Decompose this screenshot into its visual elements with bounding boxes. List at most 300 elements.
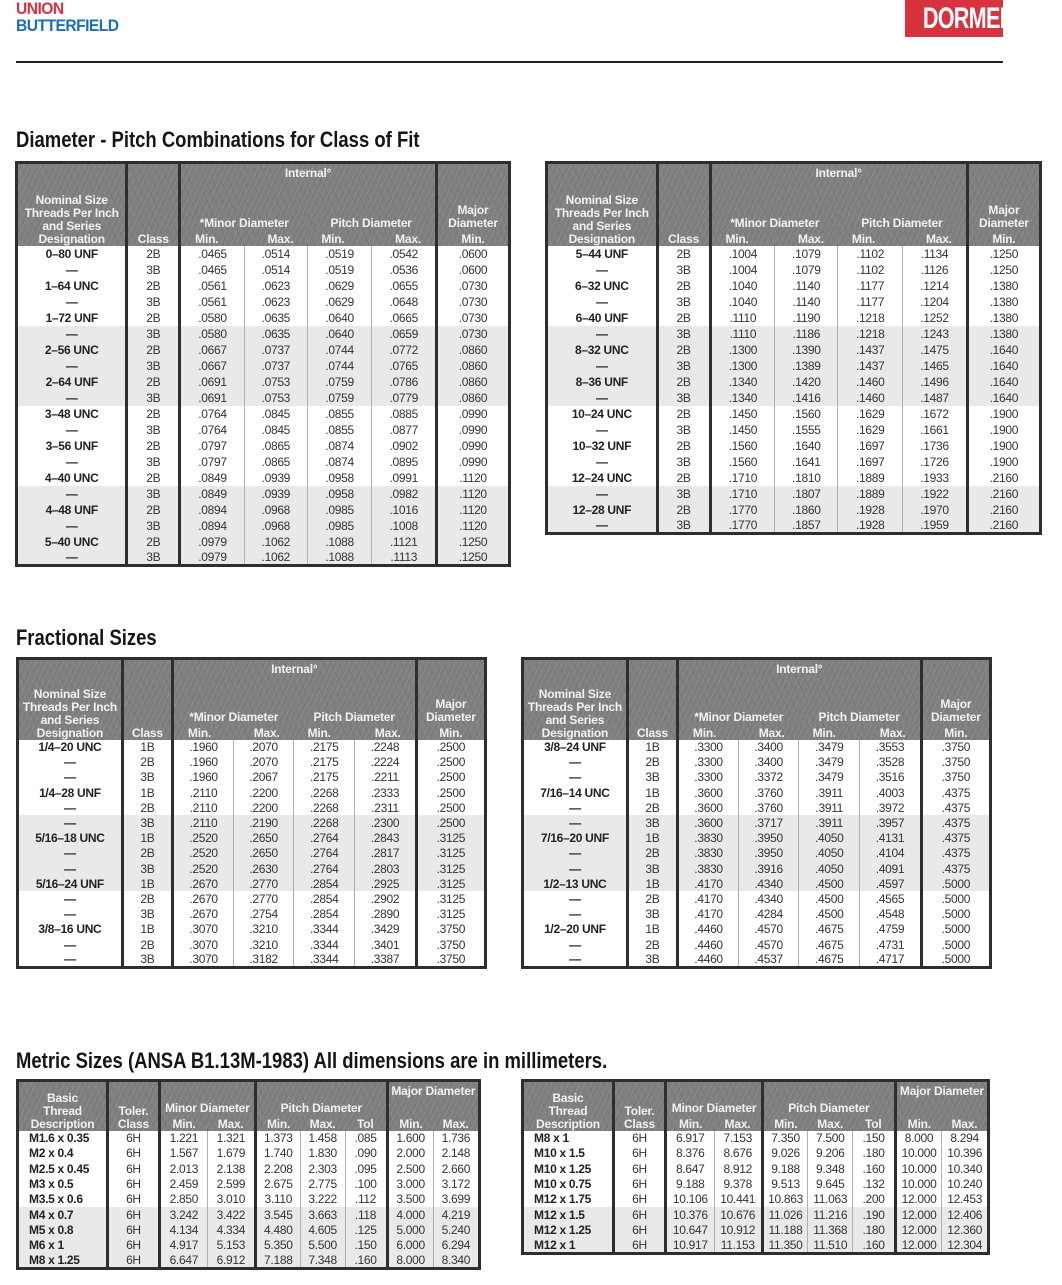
major-diameter-header: Major Diameter <box>437 163 510 230</box>
table-row <box>17 358 510 374</box>
minor-min-cell: 3.242 <box>159 1207 207 1222</box>
table-row <box>523 907 991 922</box>
minor-max-cell: .1062 <box>244 534 307 550</box>
thread-description-cell: M2.5 x 0.45 <box>29 1161 90 1176</box>
thread-description-cell: M3 x 0.5 <box>29 1177 74 1192</box>
pitch-max-cell: 3.222 <box>300 1192 345 1207</box>
pitch-max-cell: .3401 <box>355 937 416 952</box>
class-cell: 3B <box>122 952 172 968</box>
table-row <box>18 770 486 785</box>
toler-class-cell: 6H <box>613 1207 665 1222</box>
designation-cell: — <box>65 454 78 469</box>
minor-min-header: Min. <box>666 1115 714 1131</box>
major-max-cell: 12.406 <box>942 1207 989 1222</box>
designation-cell: 1–72 UNF <box>45 310 98 325</box>
minor-min-cell: .3600 <box>677 800 738 815</box>
table-row <box>17 550 510 566</box>
major-min-cell: .1250 <box>967 262 1040 278</box>
pitch-max-cell: .1016 <box>372 502 437 518</box>
major-min-cell: 12.000 <box>895 1238 942 1254</box>
major-min-cell: .4375 <box>921 846 990 861</box>
pitch-min-cell: .0874 <box>307 454 372 470</box>
class-cell: 2B <box>657 246 710 262</box>
thread-description-cell: M12 x 1.25 <box>523 1222 614 1237</box>
major-min-cell: .3125 <box>416 831 485 846</box>
class-cell: 3B <box>627 770 677 785</box>
minor-min-cell: .1004 <box>710 246 775 262</box>
minor-min-cell: .0580 <box>180 326 245 342</box>
pitch-min-cell: .2268 <box>294 785 355 800</box>
pitch-max-cell: 11.510 <box>808 1238 853 1254</box>
fractional-table-right <box>521 657 992 969</box>
minor-max-cell: .4570 <box>739 937 799 952</box>
minor-min-cell: .2110 <box>172 785 233 800</box>
table-row <box>547 518 1041 534</box>
minor-max-cell: 6.912 <box>207 1253 255 1269</box>
table-row <box>17 470 510 486</box>
toler-class-cell: 6H <box>613 1222 665 1237</box>
minor-min-cell: .1450 <box>710 422 775 438</box>
designation-cell: 1/2–13 UNC <box>523 876 628 891</box>
class-cell: 1B <box>122 922 172 937</box>
major-min-cell: .3750 <box>921 770 990 785</box>
pitch-min-cell: .1177 <box>838 294 903 310</box>
metric-table-left <box>16 1079 481 1270</box>
table-row <box>18 785 486 800</box>
class-header: Class <box>657 163 710 246</box>
pitch-diameter-header: Pitch Diameter <box>294 707 417 724</box>
major-min-cell: .1250 <box>437 550 510 566</box>
minor-diameter-header: *Minor Diameter <box>172 707 293 724</box>
pitch-max-cell: .0779 <box>372 390 437 406</box>
table-row <box>17 326 510 342</box>
table-row <box>17 278 510 294</box>
minor-max-cell: .3400 <box>739 740 799 755</box>
minor-max-cell: 3.010 <box>207 1192 255 1207</box>
pitch-min-cell: .4500 <box>799 876 860 891</box>
minor-min-header: Min. <box>159 1115 207 1131</box>
pitch-min-cell: .0855 <box>307 406 372 422</box>
major-min-cell: .4375 <box>921 785 990 800</box>
major-max-cell: 1.736 <box>433 1131 479 1146</box>
pitch-min-cell: 11.350 <box>762 1238 807 1254</box>
minor-min-cell: .1110 <box>710 310 775 326</box>
pitch-min-cell: .4675 <box>799 922 860 937</box>
minor-min-cell: .0691 <box>180 390 245 406</box>
major-min-cell: .1640 <box>967 358 1040 374</box>
minor-max-cell: .0753 <box>244 390 307 406</box>
major-min-cell: .0730 <box>437 294 510 310</box>
class-cell: 3B <box>127 390 180 406</box>
minor-min-cell: 2.459 <box>159 1176 207 1191</box>
pitch-min-cell: .1697 <box>838 454 903 470</box>
pitch-min-cell: .1088 <box>307 550 372 566</box>
pitch-min-cell: .0744 <box>307 342 372 358</box>
table-row <box>18 876 486 891</box>
table-row <box>17 310 510 326</box>
designation-cell: — <box>17 550 127 566</box>
class-header: Class <box>627 659 677 740</box>
pitch-min-cell: .0985 <box>307 518 372 534</box>
pitch-max-cell: .0877 <box>372 422 437 438</box>
class-cell: 2B <box>657 502 710 518</box>
major-diameter-header: Major Diameter <box>921 659 990 724</box>
class-cell: 3B <box>127 486 180 502</box>
pitch-min-cell: .1629 <box>838 422 903 438</box>
minor-min-cell: .2670 <box>172 891 233 906</box>
pitch-tol-cell: .090 <box>345 1146 387 1161</box>
minor-min-cell: .4170 <box>677 876 738 891</box>
pitch-max-header: Max. <box>808 1115 853 1131</box>
designation-cell: 8–36 UNF <box>547 374 658 390</box>
pitch-min-cell: .0629 <box>307 278 372 294</box>
pitch-max-cell: .1126 <box>903 262 968 278</box>
minor-max-cell: .1079 <box>775 262 838 278</box>
minor-max-cell: 4.334 <box>207 1222 255 1237</box>
major-min-cell: .1380 <box>967 326 1040 342</box>
toler-class-cell: 6H <box>613 1161 665 1176</box>
pitch-max-header: Max. <box>903 230 968 246</box>
pitch-min-cell: .1889 <box>838 470 903 486</box>
designation-cell: 5/16–24 UNF <box>18 876 123 891</box>
designation-cell: 1/4–20 UNC <box>38 740 102 755</box>
designation-cell: — <box>569 770 581 785</box>
pitch-max-cell: .2817 <box>355 846 416 861</box>
major-min-cell: .5000 <box>921 922 990 937</box>
pitch-tol-cell: .160 <box>345 1253 387 1269</box>
table-row <box>547 294 1041 310</box>
minor-max-cell: .2650 <box>234 846 294 861</box>
pitch-max-cell: .1134 <box>903 246 968 262</box>
pitch-max-cell: .1214 <box>903 278 968 294</box>
class-cell: 1B <box>627 831 677 846</box>
major-min-cell: .2160 <box>967 486 1040 502</box>
designation-cell: — <box>65 422 78 437</box>
pitch-min-cell: .3911 <box>799 800 860 815</box>
designation-cell: 3–48 UNC <box>44 406 99 421</box>
header-row <box>523 1081 989 1115</box>
pitch-min-cell: 10.863 <box>762 1192 807 1207</box>
minor-max-cell: .1641 <box>775 454 838 470</box>
pitch-min-cell: .3911 <box>799 815 860 830</box>
major-min-cell: .5000 <box>921 876 990 891</box>
major-min-cell: .3750 <box>921 740 990 755</box>
minor-diameter-header: Minor Diameter <box>666 1081 763 1115</box>
major-min-cell: .0990 <box>437 422 510 438</box>
major-max-cell: 12.304 <box>942 1238 989 1254</box>
minor-max-cell: .3400 <box>739 755 799 770</box>
pitch-max-cell: 11.063 <box>808 1192 853 1207</box>
designation-cell: — <box>547 390 658 406</box>
minor-min-cell: .1770 <box>710 518 775 534</box>
pitch-min-header: Min. <box>294 724 355 740</box>
toler-class-cell: 6H <box>108 1192 160 1207</box>
minor-min-cell: .0667 <box>180 342 245 358</box>
major-max-cell: 4.219 <box>433 1207 479 1222</box>
minor-min-cell: .1960 <box>172 740 233 755</box>
pitch-tol-cell: .100 <box>345 1176 387 1191</box>
minor-max-cell: .2650 <box>234 831 294 846</box>
header-row <box>18 1081 480 1115</box>
table-body <box>18 740 486 968</box>
minor-min-cell: .3300 <box>677 770 738 785</box>
minor-min-cell: 4.917 <box>159 1238 207 1253</box>
major-min-cell: .2160 <box>967 470 1040 486</box>
pitch-max-cell: 2.303 <box>300 1161 345 1176</box>
minor-min-cell: .0691 <box>180 374 245 390</box>
table-body <box>523 740 991 968</box>
pitch-max-cell: 7.500 <box>808 1131 853 1146</box>
pitch-min-cell: .2268 <box>294 815 355 830</box>
class-cell: 2B <box>127 310 180 326</box>
class-cell: 3B <box>657 486 710 502</box>
pitch-min-cell: .0855 <box>307 422 372 438</box>
pitch-tol-cell: .180 <box>853 1222 895 1237</box>
minor-max-cell: .2070 <box>234 755 294 770</box>
table-row <box>523 891 991 906</box>
minor-min-cell: .1560 <box>710 438 775 454</box>
pitch-max-cell: .0772 <box>372 342 437 358</box>
pitch-max-cell: .2300 <box>355 815 416 830</box>
class-cell: 2B <box>657 470 710 486</box>
pitch-max-header: Max. <box>300 1115 345 1131</box>
pitch-max-cell: .1661 <box>903 422 968 438</box>
major-min-cell: 8.000 <box>387 1253 433 1269</box>
minor-max-cell: .4284 <box>739 907 799 922</box>
major-min-cell: .1380 <box>967 294 1040 310</box>
pitch-min-cell: .1460 <box>838 374 903 390</box>
table-row <box>547 486 1041 502</box>
minor-min-cell: .0764 <box>180 422 245 438</box>
major-min-cell: .3125 <box>416 861 485 876</box>
designation-cell: — <box>595 454 608 469</box>
class-cell: 1B <box>122 831 172 846</box>
class-cell: 3B <box>122 861 172 876</box>
minor-max-cell: .1079 <box>775 246 838 262</box>
class-cell: 3B <box>657 326 710 342</box>
pitch-min-cell: .4500 <box>799 907 860 922</box>
minor-max-cell: .0845 <box>244 406 307 422</box>
pitch-max-cell: .0648 <box>372 294 437 310</box>
major-max-cell: 12.360 <box>942 1222 989 1237</box>
designation-cell: — <box>64 755 76 770</box>
minor-max-cell: .0737 <box>244 342 307 358</box>
class-cell: 2B <box>127 246 180 262</box>
table-row <box>523 937 991 952</box>
table-row <box>547 374 1041 390</box>
pitch-min-cell: .3479 <box>799 755 860 770</box>
pitch-max-cell: 9.206 <box>808 1146 853 1161</box>
minor-min-cell: .1300 <box>710 358 775 374</box>
pitch-min-cell: .1437 <box>838 358 903 374</box>
designation-cell: — <box>65 262 78 277</box>
designation-cell: — <box>569 891 581 906</box>
minor-min-cell: .4460 <box>677 922 738 937</box>
minor-max-cell: .3717 <box>739 815 799 830</box>
table-row <box>18 755 486 770</box>
minor-max-cell: .1062 <box>244 550 307 566</box>
table-row <box>18 1131 480 1146</box>
pitch-max-cell: .4597 <box>860 876 921 891</box>
table-row <box>523 1222 989 1237</box>
minor-max-cell: .1186 <box>775 326 838 342</box>
table-row <box>547 262 1041 278</box>
class-cell: 3B <box>127 262 180 278</box>
header-row <box>18 659 486 707</box>
pitch-max-cell: 3.663 <box>300 1207 345 1222</box>
major-max-cell: 10.340 <box>942 1161 989 1176</box>
major-min-cell: .1900 <box>967 454 1040 470</box>
minor-min-cell: .2520 <box>172 861 233 876</box>
minor-max-header: Max. <box>714 1115 762 1131</box>
minor-min-cell: 8.647 <box>666 1161 714 1176</box>
major-min-cell: 12.000 <box>895 1192 942 1207</box>
minor-min-cell: .1560 <box>710 454 775 470</box>
minor-min-cell: .4460 <box>677 937 738 952</box>
thread-description-cell: M10 x 1.5 <box>534 1146 585 1161</box>
minor-max-cell: .2070 <box>234 740 294 755</box>
table-row <box>17 262 510 278</box>
minor-min-cell: .3070 <box>172 952 233 968</box>
table-row <box>523 846 991 861</box>
minor-min-cell: .0667 <box>180 358 245 374</box>
major-min-cell: .1120 <box>437 486 510 502</box>
table-row <box>18 1222 480 1237</box>
minor-min-cell: .0561 <box>180 294 245 310</box>
designation-cell: — <box>569 907 581 922</box>
table-row <box>17 438 510 454</box>
pitch-max-cell: .2333 <box>355 785 416 800</box>
pitch-min-cell: .2764 <box>294 846 355 861</box>
major-min-header: Min. <box>437 230 510 246</box>
designation-cell: — <box>547 326 658 342</box>
designation-cell: — <box>18 861 123 876</box>
minor-min-cell: .3070 <box>172 922 233 937</box>
pitch-max-cell: .1959 <box>903 518 968 534</box>
designation-cell: 6–40 UNF <box>575 310 628 325</box>
table-row <box>18 891 486 906</box>
table-body <box>547 246 1041 534</box>
minor-min-cell: .0465 <box>180 246 245 262</box>
pitch-tol-header: Tol <box>853 1115 895 1131</box>
class-cell: 3B <box>657 518 710 534</box>
designation-cell: — <box>595 262 608 277</box>
major-min-cell: .0600 <box>437 262 510 278</box>
pitch-min-cell: .4050 <box>799 861 860 876</box>
minor-diameter-header: *Minor Diameter <box>677 707 798 724</box>
minor-min-cell: 8.376 <box>666 1146 714 1161</box>
minor-min-cell: .2520 <box>172 846 233 861</box>
designation-cell: 12–28 UNF <box>547 502 658 518</box>
pitch-diameter-header: Pitch Diameter <box>762 1081 895 1115</box>
table-row <box>523 1192 989 1207</box>
major-max-cell: 6.294 <box>433 1238 479 1253</box>
table-row <box>523 800 991 815</box>
table-row <box>17 486 510 502</box>
minor-max-cell: .4340 <box>739 891 799 906</box>
table-row <box>18 740 486 755</box>
pitch-max-cell: 5.500 <box>300 1238 345 1253</box>
pitch-min-cell: .2175 <box>294 755 355 770</box>
minor-max-cell: 1.321 <box>207 1131 255 1146</box>
class-cell: 3B <box>657 358 710 374</box>
minor-max-cell: .1555 <box>775 422 838 438</box>
pitch-min-cell: 5.350 <box>255 1238 300 1253</box>
designation-cell: 4–40 UNC <box>44 470 99 485</box>
class-cell: 3B <box>127 294 180 310</box>
pitch-min-cell: 7.350 <box>762 1131 807 1146</box>
pitch-max-cell: .4565 <box>860 891 921 906</box>
table-row <box>17 374 510 390</box>
major-min-cell: .4375 <box>921 861 990 876</box>
class-cell: 3B <box>627 907 677 922</box>
table-row <box>17 390 510 406</box>
toler-class-cell: 6H <box>108 1176 160 1191</box>
toler-class-header: Toler. Class <box>108 1081 160 1131</box>
toler-class-cell: 6H <box>108 1146 160 1161</box>
thread-description-cell: M12 x 1 <box>523 1238 614 1254</box>
thread-description-cell: M10 x 0.75 <box>534 1177 592 1192</box>
pitch-max-cell: .4091 <box>860 861 921 876</box>
pitch-min-cell: .4050 <box>799 831 860 846</box>
pitch-max-cell: 9.348 <box>808 1161 853 1176</box>
minor-min-cell: 10.106 <box>666 1192 714 1207</box>
minor-max-cell: .0845 <box>244 422 307 438</box>
thread-description-cell: M2 x 0.4 <box>29 1146 74 1161</box>
designation-cell: 0–80 UNF <box>45 246 98 261</box>
class-cell: 2B <box>127 470 180 486</box>
thread-description-cell: M1.6 x 0.35 <box>29 1131 90 1146</box>
designation-cell: 1–64 UNC <box>44 278 99 293</box>
minor-max-cell: .1140 <box>775 278 838 294</box>
class-cell: 3B <box>127 358 180 374</box>
major-min-cell: .0730 <box>437 278 510 294</box>
class-cell: 3B <box>657 262 710 278</box>
pitch-max-cell: .0982 <box>372 486 437 502</box>
table-row <box>523 770 991 785</box>
pitch-tol-cell: .132 <box>853 1176 895 1191</box>
pitch-max-cell: 1.458 <box>300 1131 345 1146</box>
major-min-cell: .0990 <box>437 454 510 470</box>
table-row <box>18 1253 480 1269</box>
class-cell: 1B <box>122 876 172 891</box>
pitch-max-cell: .2890 <box>355 907 416 922</box>
major-min-cell: .0730 <box>437 310 510 326</box>
pitch-min-cell: .1460 <box>838 390 903 406</box>
table-row <box>523 1131 989 1146</box>
table-row <box>547 454 1041 470</box>
minor-min-cell: .3830 <box>677 846 738 861</box>
table-row <box>18 1161 480 1176</box>
toler-class-cell: 6H <box>108 1238 160 1253</box>
minor-min-header: Min. <box>180 230 245 246</box>
pitch-tol-cell: .160 <box>853 1238 895 1254</box>
pitch-min-cell: .0874 <box>307 438 372 454</box>
class-cell: 1B <box>627 922 677 937</box>
class-cell: 2B <box>122 800 172 815</box>
table-row <box>17 294 510 310</box>
minor-min-cell: .1710 <box>710 486 775 502</box>
pitch-min-cell: .2764 <box>294 861 355 876</box>
thread-description-cell: M8 x 1 <box>534 1131 569 1146</box>
major-min-cell: .4375 <box>921 815 990 830</box>
header-row <box>547 163 1041 213</box>
minor-min-cell: .1340 <box>710 374 775 390</box>
table-row <box>17 502 510 518</box>
major-min-cell: .1900 <box>967 406 1040 422</box>
table-header <box>18 1081 480 1131</box>
pitch-max-cell: .4131 <box>860 831 921 846</box>
